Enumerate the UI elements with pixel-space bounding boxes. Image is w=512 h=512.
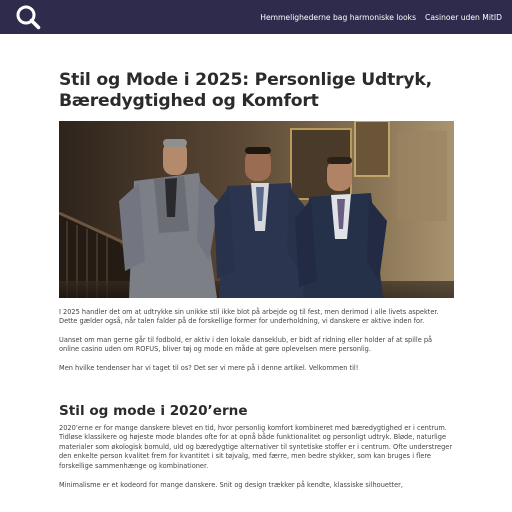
paragraph-3: Men hvilke tendenser har vi taget til os? Det ser vi mere på i denne artikel. Velkommen til! — [59, 363, 359, 372]
nav-link-harmoniske-looks[interactable]: Hemmelighederne bag harmoniske looks — [260, 12, 417, 22]
intro-paragraph: I 2025 handler det om at udtrykke sin unikke stil ikke blot på arbejde og til fest, men derimod i alle livets aspekter. Dette gælder også, når talen falder på de forskellige former for underholdning, vi danskere er aktive inden for. — [59, 308, 439, 326]
top-navigation-bar — [0, 0, 512, 34]
article — [59, 70, 454, 490]
search-icon[interactable] — [14, 4, 42, 30]
paragraph-2: Uanset om man gerne går til fodbold, er aktiv i den lokale danseklub, er bidt af ridning eller holder af at spille på online casino uden om ROFUS, bliver tøj og mode en måde at gøre oplevelsen mere personlig. — [59, 335, 433, 354]
section-paragraph-2: Minimalisme er et kodeord for mange danskere. Snit og design trækker på kendte, klassiske silhouetter, — [59, 481, 403, 490]
nav-link-casinoer-uden-mitid[interactable]: Casinoer uden MitID — [425, 12, 502, 22]
section-heading: Stil og mode i 2020’erne — [59, 403, 248, 420]
main-nav — [260, 0, 502, 34]
section-paragraph-1: 2020’erne er for mange danskere blevet en tid, hvor personlig komfort kombineret med bæredygtighed er i centrum. Tidløse klassikere og højeste mode blandes ofte for at opnå både funktionalitet og personligt udtryk. Bløde, naturlige materialer som økologisk bomuld, uld og bæredygtige alternativer til syntetiske stoffer er i centrum. Ofte understreger den enkelte person kvalitet frem for kvantitet i sit tøjvalg, med færre, men bedre stykker, som kan bruges i flere forskellige sammenhænge og kombinationer. — [59, 424, 453, 470]
article-title: Stil og Mode i 2025: Personlige Udtryk, Bæredygtighed og Komfort — [59, 70, 432, 111]
hero-image — [59, 121, 454, 298]
three-men-in-suits-image — [59, 121, 454, 298]
